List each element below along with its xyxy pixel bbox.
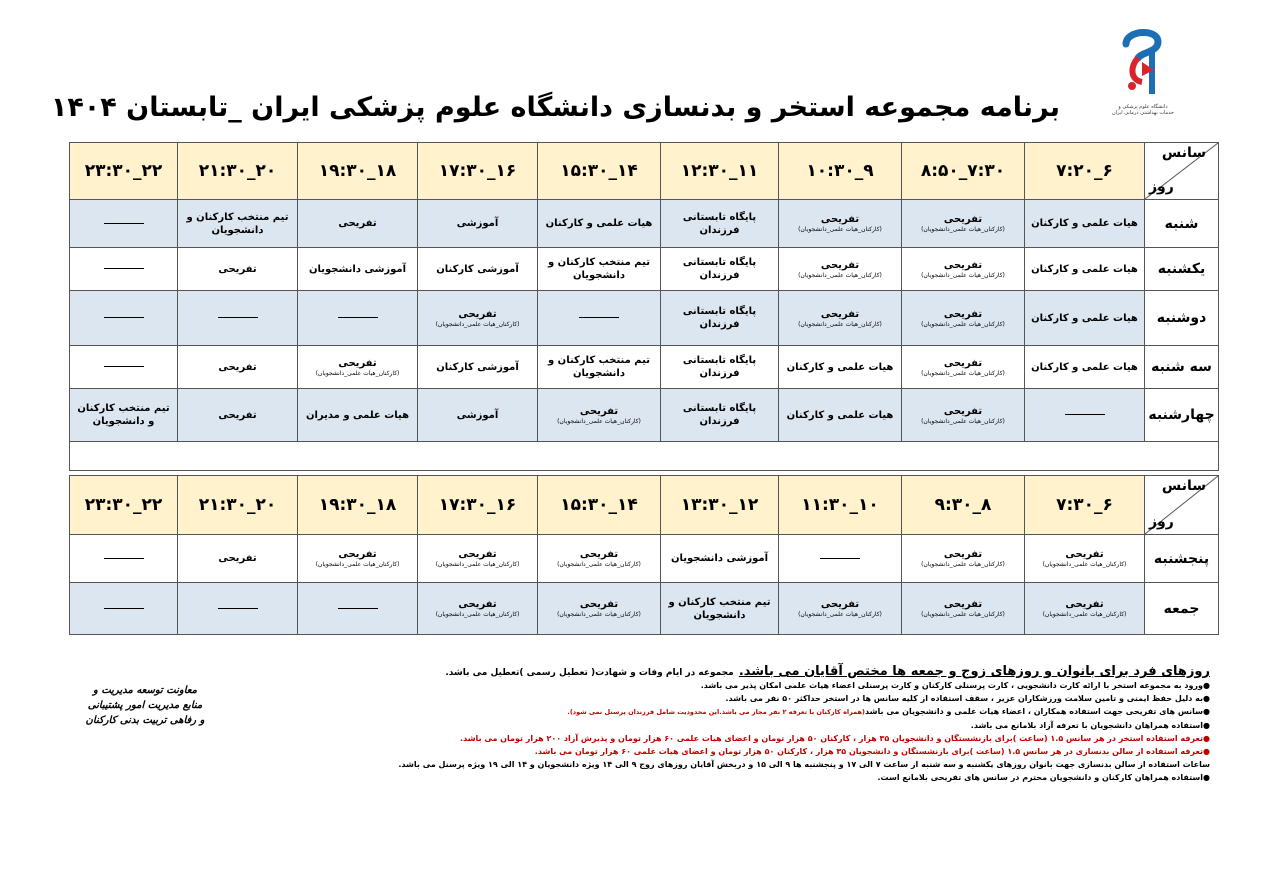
session-label: آموزشی (456, 218, 499, 229)
corner-cell (1145, 476, 1219, 535)
session-label: تفریحی (218, 409, 257, 421)
session-cell (902, 346, 1025, 389)
session-audience: (کارکنان_هیات علمی_دانشجویان) (557, 561, 641, 568)
empty-dash (104, 366, 144, 367)
session-cell (178, 535, 298, 583)
session-label: پایگاه تابستانی فرزندان (682, 403, 757, 427)
schedule-table-1 (69, 142, 1219, 471)
session-cell (661, 346, 779, 389)
session-label: تفریحی (579, 549, 619, 560)
session-label: تیم منتخب کارکنان و دانشجویان (547, 257, 650, 281)
day-label: یکشنبه (1145, 248, 1219, 291)
empty-dash (820, 558, 860, 559)
session-label: هیات علمی و کارکنان (1031, 312, 1138, 324)
session-cell (538, 291, 661, 346)
schedule-row (70, 389, 1219, 442)
session-cell (178, 583, 298, 635)
corner-cell (1145, 143, 1219, 200)
session-label: هیات علمی و کارکنان (786, 361, 894, 373)
time-slot-header: ۹_۱۰:۳۰ (779, 143, 902, 200)
session-cell (178, 248, 298, 291)
time-slot-header: ۲۰_۲۱:۳۰ (178, 143, 298, 200)
session-cell (1025, 583, 1145, 635)
logo-emblem-icon (1112, 22, 1174, 102)
page-title: برنامه مجموعه استخر و بدنسازی دانشگاه علوم پزشکی ایران _تابستان ۱۴۰۴ (50, 92, 1060, 123)
session-audience: (کارکنان_هیات علمی_دانشجویان) (798, 226, 882, 233)
session-label: تفریحی (943, 405, 983, 417)
note-red-tail: (همراه کارکنان با تعرفه ۲ نفر مجاز می باشد.این محدودیت شامل فرزندان پرسنل نمی شود). (567, 708, 866, 716)
day-label: سه شنبه (1145, 346, 1219, 389)
session-audience: (کارکنان_هیات علمی_دانشجویان) (921, 271, 1005, 279)
session-cell (779, 346, 902, 389)
session-audience: (کارکنان_هیات علمی_دانشجویان) (921, 226, 1005, 233)
session-cell (418, 200, 538, 248)
note-line (440, 705, 1210, 719)
session-cell (902, 248, 1025, 291)
time-slot-header: ۲۲_۲۳:۳۰ (70, 143, 178, 200)
corner-day-label: روز (1149, 514, 1174, 530)
note-text: ●ورود به مجموعه استخر با ارائه کارت دانشجویی ، کارت پرسنلی کارکنان و کارت پرسنلی اعضاء هیات علمی امکان پذیر می باشد. (700, 681, 1210, 690)
session-cell (779, 291, 902, 346)
session-cell (1025, 535, 1145, 583)
empty-dash (579, 317, 619, 318)
session-label: تیم منتخب کارکنان و دانشجویان (547, 355, 650, 379)
time-slot-header: ۷:۳۰_۸:۵۰ (902, 143, 1025, 200)
session-label: تفریحی (579, 599, 619, 610)
session-audience: (کارکنان_هیات علمی_دانشجویان) (315, 369, 400, 377)
session-cell (298, 346, 418, 389)
day-label: پنجشنبه (1145, 535, 1219, 583)
session-label: تیم منتخب کارکنان و دانشجویان (77, 403, 170, 427)
time-slot-header: ۲۲_۲۳:۳۰ (70, 476, 178, 535)
session-cell (298, 535, 418, 583)
empty-dash (338, 608, 378, 609)
session-label: تفریحی (218, 361, 257, 373)
note-text: ●به دلیل حفظ ایمنی و تامین سلامت ورزشکاران عزیز ، سقف استفاده از کلیه سانس ها در استخر حداکثر ۵۰ نفر می باشد. (725, 694, 1210, 703)
session-label: تفریحی (820, 308, 860, 320)
empty-dash (104, 268, 144, 269)
session-label: پایگاه تابستانی فرزندان (682, 306, 757, 330)
session-cell (70, 200, 178, 248)
session-cell (418, 535, 538, 583)
session-audience: (کارکنان_هیات علمی_دانشجویان) (435, 320, 520, 328)
session-label: تفریحی (218, 553, 257, 564)
session-cell (779, 200, 902, 248)
session-cell (298, 248, 418, 291)
logo-caption: دانشگاه علوم پزشکی و خدمات بهداشتی درمانی ایران (1112, 104, 1174, 116)
note-line (440, 692, 1210, 705)
schedule-row (70, 291, 1219, 346)
session-label: تفریحی (820, 259, 860, 271)
session-cell (418, 291, 538, 346)
session-label: تفریحی (820, 214, 860, 225)
session-label: آموزشی کارکنان (436, 263, 519, 275)
notes-section (398, 660, 1210, 784)
session-cell (418, 346, 538, 389)
session-label: پایگاه تابستانی فرزندان (682, 211, 757, 236)
session-label: آموزشی کارکنان (436, 361, 519, 373)
session-cell (779, 389, 902, 442)
session-cell (1025, 389, 1145, 442)
time-slot-header: ۱۰_۱۱:۳۰ (779, 476, 902, 535)
session-audience: (کارکنان_هیات علمی_دانشجویان) (798, 271, 882, 279)
note-line (440, 745, 1210, 758)
session-label: تیم منتخب کارکنان و دانشجویان (668, 596, 771, 621)
session-cell (902, 291, 1025, 346)
session-cell (661, 200, 779, 248)
time-slot-header: ۶_۷:۲۰ (1025, 143, 1145, 200)
session-cell (178, 291, 298, 346)
day-label: دوشنبه (1145, 291, 1219, 346)
signature-line: و رفاهی تربیت بدنی کارکنان (85, 715, 205, 726)
schedule-table-2 (69, 475, 1219, 635)
session-label: آموزشی دانشجویان (670, 553, 769, 564)
session-cell (70, 535, 178, 583)
header-row (70, 143, 1219, 200)
session-cell (779, 535, 902, 583)
schedule-row (70, 248, 1219, 291)
spacer-row (70, 442, 1219, 471)
session-cell (70, 291, 178, 346)
session-cell (661, 535, 779, 583)
notes-lead: روزهای فرد برای بانوان و روزهای زوج و جمعه ها مختص آقایان می باشد. (738, 664, 1210, 679)
session-audience: (کارکنان_هیات علمی_دانشجویان) (921, 369, 1005, 377)
note-text: ●سانس های تفریحی جهت استفاده همکاران ، اعضاء هیات علمی و دانشجویان می باشد (865, 707, 1210, 716)
time-slot-header: ۱۶_۱۷:۳۰ (418, 476, 538, 535)
header-row (70, 476, 1219, 535)
session-cell (70, 248, 178, 291)
session-cell (1025, 291, 1145, 346)
empty-dash (104, 558, 144, 559)
note-text: ساعات استفاده از سالن بدنسازی جهت بانوان روزهای یکشنبه و سه شنبه از ساعت ۷ الی ۱۷ و پنجشنبه ها ۹ الی ۱۵ و دربخش آقایان روزهای زوج ۹ الی ۱۴ ویژه دانشجویان و ۱۴ الی ۱۹ ویژه پرسنل می باشد. (398, 760, 1210, 769)
schedule-row (70, 346, 1219, 389)
empty-dash (218, 608, 258, 609)
session-cell (1025, 346, 1145, 389)
spacer-cell (70, 442, 1219, 471)
session-cell (902, 200, 1025, 248)
session-label: تفریحی (1065, 549, 1104, 560)
session-label: پایگاه تابستانی فرزندان (682, 355, 757, 379)
session-label: تفریحی (458, 599, 497, 610)
session-label: تفریحی (458, 308, 497, 320)
time-slot-header: ۸_۹:۳۰ (902, 476, 1025, 535)
session-audience: (کارکنان_هیات علمی_دانشجویان) (921, 417, 1005, 425)
time-slot-header: ۲۰_۲۱:۳۰ (178, 476, 298, 535)
session-label: پایگاه تابستانی فرزندان (682, 257, 757, 281)
session-cell (1025, 200, 1145, 248)
time-slot-header: ۱۴_۱۵:۳۰ (538, 143, 661, 200)
time-slot-header: ۶_۷:۳۰ (1025, 476, 1145, 535)
session-label: هیات علمی و کارکنان (545, 218, 653, 229)
session-label: هیات علمی و کارکنان (1031, 218, 1138, 229)
session-label: تفریحی (943, 549, 983, 560)
empty-dash (104, 317, 144, 318)
session-cell (661, 583, 779, 635)
session-audience: (کارکنان_هیات علمی_دانشجویان) (557, 611, 641, 618)
session-label: هیات علمی و کارکنان (786, 409, 894, 421)
signature-line: منابع مدیریت امور پشتیبانی (87, 700, 203, 711)
session-audience: (کارکنان_هیات علمی_دانشجویان) (921, 611, 1005, 618)
time-slot-header: ۱۶_۱۷:۳۰ (418, 143, 538, 200)
session-cell (178, 389, 298, 442)
time-slot-header: ۱۸_۱۹:۳۰ (298, 476, 418, 535)
session-audience: (کارکنان_هیات علمی_دانشجویان) (315, 561, 400, 568)
note-text: ●تعرفه استفاده استخر در هر سانس ۱.۵ (ساعت )برای بازنشستگان و دانشجویان ۳۵ هزار ، کارکنان ۵۰ هزار تومان و اعضای هیات علمی ۶۰ هزار تومان و پذیرش آزاد ۲۰۰ هزار تومان می باشد. (460, 734, 1210, 743)
session-label: تفریحی (579, 405, 619, 417)
session-cell (178, 346, 298, 389)
session-label: هیات علمی و مدیران (305, 409, 410, 421)
session-label: آموزشی دانشجویان (308, 263, 407, 275)
session-label: تفریحی (943, 214, 983, 225)
schedule-row (70, 535, 1219, 583)
session-cell (538, 346, 661, 389)
session-label: تفریحی (338, 357, 377, 369)
session-cell (70, 583, 178, 635)
session-cell (538, 200, 661, 248)
corner-session-label: سانس (1161, 478, 1206, 494)
day-label: چهارشنبه (1145, 389, 1219, 442)
session-audience: (کارکنان_هیات علمی_دانشجویان) (1042, 611, 1127, 618)
session-label: آموزشی (456, 409, 499, 421)
session-cell (70, 389, 178, 442)
note-text: ●تعرفه استفاده از سالن بدنسازی در هر سانس ۱.۵ (ساعت )برای بازنشستگان و دانشجویان ۳۵ هزار ، کارکنان ۵۰ هزار تومان و اعضای هیات علمی ۶۰ هزار تومان می باشد. (534, 747, 1210, 756)
session-cell (902, 535, 1025, 583)
schedule-row (70, 200, 1219, 248)
session-cell (902, 389, 1025, 442)
session-label: تفریحی (1065, 599, 1104, 610)
note-line (398, 758, 1210, 771)
session-audience: (کارکنان_هیات علمی_دانشجویان) (921, 320, 1005, 328)
session-label: هیات علمی و کارکنان (1031, 263, 1138, 275)
notes-lead-tail: مجموعه در ایام وفات و شهادت( تعطیل رسمی )تعطیل می باشد. (445, 668, 734, 678)
session-cell (298, 583, 418, 635)
time-slot-header: ۱۴_۱۵:۳۰ (538, 476, 661, 535)
session-cell (538, 389, 661, 442)
empty-dash (338, 317, 378, 318)
session-label: تفریحی (943, 357, 983, 369)
time-slot-header: ۱۲_۱۳:۳۰ (661, 476, 779, 535)
session-cell (298, 200, 418, 248)
signature-line: معاونت توسعه مدیریت و (93, 685, 197, 696)
signature-block (70, 683, 220, 728)
session-cell (661, 248, 779, 291)
session-audience: (کارکنان_هیات علمی_دانشجویان) (435, 561, 520, 568)
session-label: تفریحی (338, 218, 377, 229)
session-label: تفریحی (943, 259, 983, 271)
session-cell (70, 346, 178, 389)
empty-dash (104, 223, 144, 224)
note-line (440, 771, 1210, 784)
session-cell (661, 389, 779, 442)
university-logo (1112, 22, 1174, 126)
corner-session-label: سانس (1161, 145, 1206, 161)
session-cell (1025, 248, 1145, 291)
note-line (440, 732, 1210, 745)
session-label: تفریحی (338, 549, 377, 560)
day-label: شنبه (1145, 200, 1219, 248)
session-cell (418, 248, 538, 291)
session-cell (661, 291, 779, 346)
empty-dash (104, 608, 144, 609)
session-cell (298, 389, 418, 442)
session-cell (902, 583, 1025, 635)
session-label: تفریحی (458, 549, 497, 560)
note-text: ●استفاده همراهان دانشجویان با تعرفه آزاد بلامانع می باشد. (970, 721, 1210, 730)
day-label: جمعه (1145, 583, 1219, 635)
note-text: ●استفاده همراهان کارکنان و دانشجویان محترم در سانس های تفریحی بلامانع است. (877, 773, 1210, 782)
session-label: هیات علمی و کارکنان (1031, 361, 1138, 373)
session-audience: (کارکنان_هیات علمی_دانشجویان) (557, 417, 641, 425)
session-cell (538, 583, 661, 635)
session-label: تفریحی (820, 599, 860, 610)
session-label: تفریحی (218, 263, 257, 275)
session-label: تیم منتخب کارکنان و دانشجویان (186, 211, 289, 236)
session-cell (178, 200, 298, 248)
session-audience: (کارکنان_هیات علمی_دانشجویان) (1042, 561, 1127, 568)
time-slot-header: ۱۱_۱۲:۳۰ (661, 143, 779, 200)
time-slot-header: ۱۸_۱۹:۳۰ (298, 143, 418, 200)
session-label: تفریحی (943, 599, 983, 610)
session-cell (418, 389, 538, 442)
session-cell (779, 248, 902, 291)
note-line (440, 679, 1210, 692)
session-audience: (کارکنان_هیات علمی_دانشجویان) (921, 561, 1005, 568)
note-line (440, 719, 1210, 732)
corner-day-label: روز (1149, 179, 1174, 195)
empty-dash (218, 317, 258, 318)
session-cell (298, 291, 418, 346)
session-audience: (کارکنان_هیات علمی_دانشجویان) (798, 320, 882, 328)
empty-dash (1065, 414, 1105, 415)
session-label: تفریحی (943, 308, 983, 320)
session-audience: (کارکنان_هیات علمی_دانشجویان) (798, 611, 882, 618)
session-cell (779, 583, 902, 635)
session-cell (538, 248, 661, 291)
session-cell (538, 535, 661, 583)
session-cell (418, 583, 538, 635)
schedule-row (70, 583, 1219, 635)
session-audience: (کارکنان_هیات علمی_دانشجویان) (435, 611, 520, 618)
